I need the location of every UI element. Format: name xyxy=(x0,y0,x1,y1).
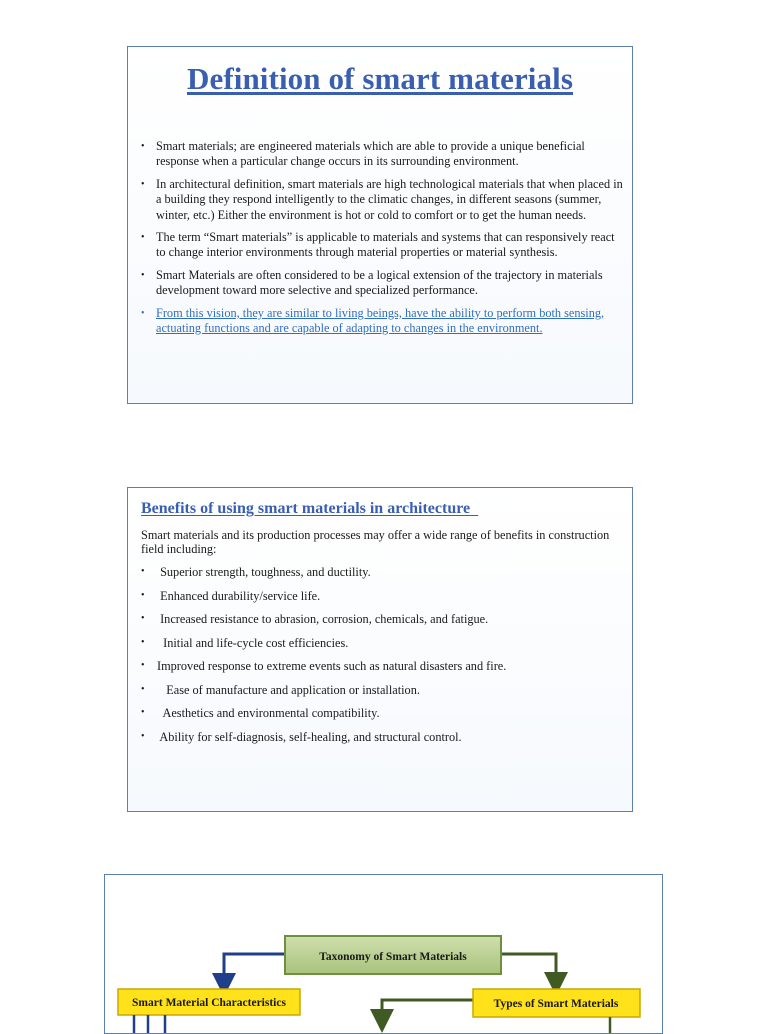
bullet-text: Superior strength, toughness, and ductility. xyxy=(157,565,371,579)
bullet-item xyxy=(141,730,624,754)
bullet-item xyxy=(141,177,624,223)
bullet-text: In architectural definition, smart materials are high technological materials that when placed in a building they respond intelligently to the climatic changes, in different seasons (summer, winter, etc.) Either the environment is hot or cold to comfort or to get the human needs. xyxy=(156,176,623,222)
bullet-item xyxy=(141,659,624,683)
right-branch-label: Types of Smart Materials xyxy=(493,998,619,1010)
bullet-dot: • xyxy=(141,636,145,648)
bullet-text: Ability for self-diagnosis, self-healing, and structural control. xyxy=(157,729,462,744)
bullet-item xyxy=(141,268,624,299)
bullet-dot: • xyxy=(141,707,145,718)
bullet-dot: • xyxy=(141,269,145,281)
bullet-text: Smart materials; are engineered materials which are able to provide a unique beneficial response when a particular change occurs in its surrounding environment. xyxy=(156,139,585,169)
bullet-text: From this vision, they are similar to living beings, have the ability to perform both sensing, actuating functions and are capable of adapting to changes in the environment. xyxy=(156,305,605,336)
bullet-list xyxy=(128,97,632,336)
bullet-text: Ease of manufacture and application or installation. xyxy=(157,682,420,697)
intro-paragraph: Smart materials and its production processes may offer a wide range of benefits in construction field including: xyxy=(141,528,610,556)
bullet-item xyxy=(141,565,624,589)
bullet-item xyxy=(141,589,624,613)
bullet-item xyxy=(141,636,624,660)
slide-taxonomy xyxy=(104,874,663,1034)
slide-benefits xyxy=(127,487,633,812)
bullet-text: Aesthetics and environmental compatibility. xyxy=(157,706,380,720)
slide-title: Definition of smart materials xyxy=(186,61,573,96)
bullet-text: Enhanced durability/service life. xyxy=(157,588,321,603)
left-branch-label: Smart Material Characteristics xyxy=(132,997,286,1009)
bullet-dot: • xyxy=(141,307,145,319)
bullet-item xyxy=(141,706,624,730)
slide-definition xyxy=(127,46,633,404)
bullet-text: The term “Smart materials” is applicable to materials and systems that can responsively react to change interior environments through material properties or material synthesis. xyxy=(156,230,615,260)
bullet-dot: • xyxy=(141,589,145,601)
bullet-dot: • xyxy=(141,141,145,152)
connector-middle-arrow xyxy=(382,1000,473,1021)
bullet-dot: • xyxy=(141,178,145,190)
bullet-item xyxy=(141,612,624,636)
bullet-item xyxy=(141,683,624,707)
bullet-dot: • xyxy=(141,683,145,695)
taxonomy-diagram xyxy=(105,875,663,1034)
bullet-text: Smart Materials are often considered to be a logical extension of the trajectory in materials development toward more selective and specialized performance. xyxy=(156,267,603,298)
connector-right-arrow xyxy=(501,954,556,984)
bullet-item xyxy=(141,230,624,261)
bullet-item xyxy=(141,139,624,170)
bullet-dot: • xyxy=(141,232,145,244)
bullet-item[interactable] xyxy=(141,306,624,337)
slide-title: Benefits of using smart materials in architecture xyxy=(141,500,479,517)
connector-left-arrow xyxy=(224,954,285,985)
bullet-list xyxy=(128,556,632,753)
bullet-text: Initial and life-cycle cost efficiencies. xyxy=(157,635,349,650)
bullet-dot: • xyxy=(141,660,145,671)
root-label: Taxonomy of Smart Materials xyxy=(319,951,467,963)
bullet-dot: • xyxy=(141,730,145,742)
bullet-text: Improved response to extreme events such as natural disasters and fire. xyxy=(157,659,507,673)
bullet-dot: • xyxy=(141,613,145,624)
bullet-dot: • xyxy=(141,566,145,577)
bullet-text: Increased resistance to abrasion, corrosion, chemicals, and fatigue. xyxy=(157,612,489,626)
